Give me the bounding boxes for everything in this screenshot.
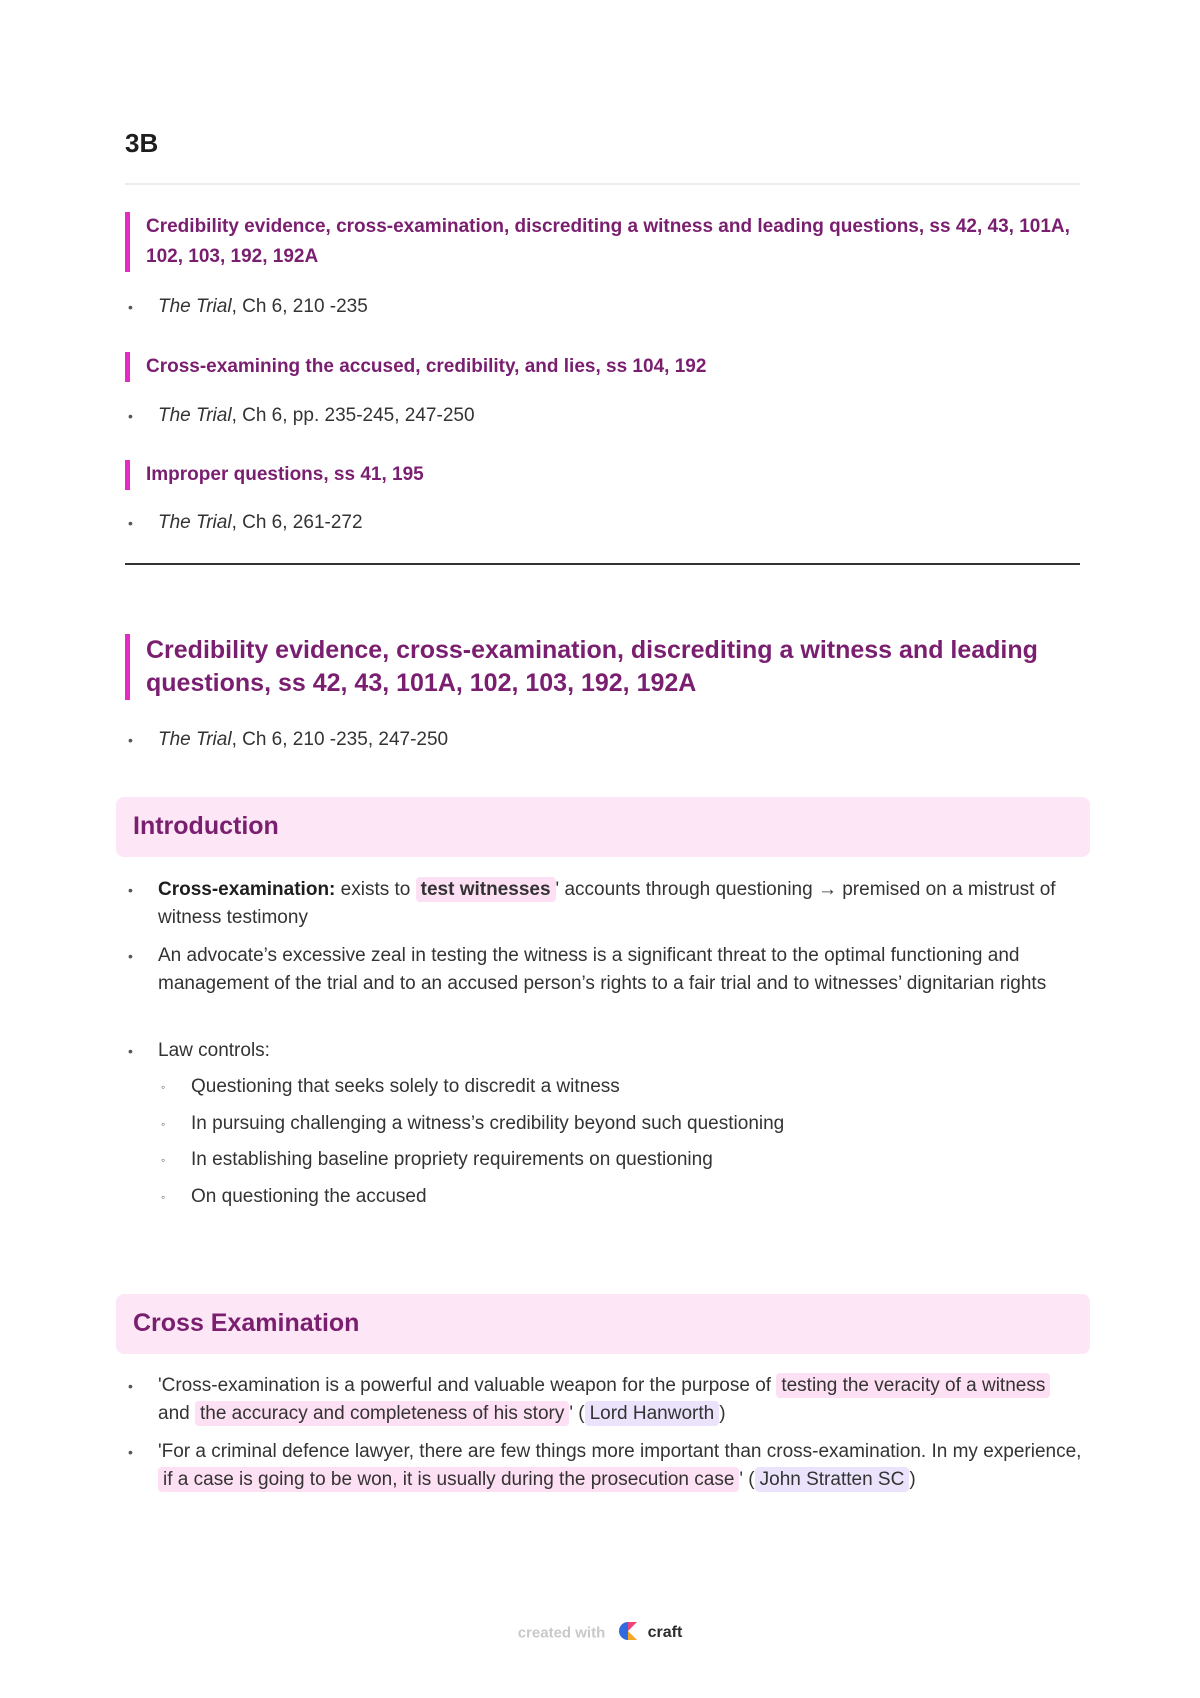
footer-label: created with xyxy=(517,1624,606,1642)
reference-pages: , Ch 6, 210 -235 xyxy=(231,296,368,317)
toc-reference-1 xyxy=(125,293,1085,321)
sub-bullet-2 xyxy=(125,1110,1085,1138)
main-heading: Credibility evidence, cross-examination, discrediting a witness and leading questions, ss 42, 43, 101A, 102, 103, 192, 192A xyxy=(125,634,1096,700)
bullet-icon: • xyxy=(128,948,133,964)
bullet-text: In establishing baseline propriety requirements on questioning xyxy=(191,1149,713,1170)
bullet-icon: • xyxy=(128,408,133,424)
sub-bullet-3 xyxy=(125,1146,1085,1174)
craft-logo-icon xyxy=(617,1620,639,1646)
toc-heading-2[interactable]: Cross-examining the accused, credibility, and lies, ss 104, 192 xyxy=(125,352,1096,382)
intro-bullet-2 xyxy=(125,942,1085,998)
text-run: 'For a criminal defence lawyer, there are few things more important than cross-examination. In my experience, xyxy=(158,1441,1082,1462)
highlight: test witnesses xyxy=(416,877,556,902)
page-title: 3B xyxy=(125,128,159,158)
main-reference xyxy=(125,726,1085,754)
circle-bullet-icon: ◦ xyxy=(161,1117,166,1131)
bullet-icon: • xyxy=(128,1043,133,1059)
text-run: ' ( xyxy=(569,1403,585,1424)
section-divider xyxy=(125,563,1080,565)
bullet-text: Law controls: xyxy=(158,1040,270,1061)
text-run: ' accounts through questioning → premised on a mistrust of witness testimony xyxy=(158,879,1056,928)
author-mention[interactable]: John Stratten SC xyxy=(755,1467,910,1492)
quote-bullet-1 xyxy=(125,1372,1085,1428)
footer[interactable] xyxy=(0,1620,1200,1646)
circle-bullet-icon: ◦ xyxy=(161,1153,166,1167)
sub-bullet-4 xyxy=(125,1183,1085,1211)
toc-heading-3[interactable]: Improper questions, ss 41, 195 xyxy=(125,460,1096,490)
text-run: 'Cross-examination is a powerful and valuable weapon for the purpose of xyxy=(158,1375,777,1396)
footer-brand: craft xyxy=(647,1624,683,1641)
bullet-icon: • xyxy=(128,515,133,531)
section-title: Cross Examination xyxy=(133,1309,360,1337)
text-run: ) xyxy=(719,1403,726,1424)
sub-bullet-1 xyxy=(125,1073,1085,1101)
bullet-text: On questioning the accused xyxy=(191,1186,427,1207)
toc-heading-1[interactable]: Credibility evidence, cross-examination, discrediting a witness and leading questions, ss 42, 43, 101A, 102, 103, 192, 192A xyxy=(125,212,1096,272)
introduction-section-header xyxy=(116,797,1090,857)
bullet-icon: • xyxy=(128,1444,133,1460)
term-label: Cross-examination: xyxy=(158,879,336,900)
circle-bullet-icon: ◦ xyxy=(161,1080,166,1094)
reference-pages: , Ch 6, pp. 235-245, 247-250 xyxy=(231,405,475,426)
circle-bullet-icon: ◦ xyxy=(161,1190,166,1204)
text-run: exists to xyxy=(335,879,416,900)
bullet-text: Questioning that seeks solely to discredit a witness xyxy=(191,1076,620,1097)
bullet-icon: • xyxy=(128,1378,133,1394)
highlight: the accuracy and completeness of his story xyxy=(195,1401,569,1426)
intro-bullet-1 xyxy=(125,876,1085,932)
bullet-text: In pursuing challenging a witness’s credibility beyond such questioning xyxy=(191,1113,785,1134)
reference-title: The Trial xyxy=(158,512,232,533)
bullet-text: An advocate’s excessive zeal in testing the witness is a significant threat to the optimal functioning and management of the trial and to an accused person’s rights to a fair trial and to witnesses’ dignitarian rights xyxy=(158,945,1047,994)
bullet-icon: • xyxy=(128,299,133,315)
title-divider xyxy=(125,183,1080,185)
text-run: ) xyxy=(909,1469,916,1490)
cross-examination-section-header xyxy=(116,1294,1090,1354)
section-title: Introduction xyxy=(133,812,279,840)
reference-title: The Trial xyxy=(158,405,232,426)
highlight: testing the veracity of a witness xyxy=(776,1373,1050,1398)
toc-reference-3 xyxy=(125,509,1085,537)
reference-title: The Trial xyxy=(158,729,232,750)
reference-pages: , Ch 6, 210 -235, 247-250 xyxy=(231,729,449,750)
text-run: and xyxy=(158,1403,195,1424)
toc-reference-2 xyxy=(125,402,1085,430)
quote-bullet-2 xyxy=(125,1438,1085,1494)
intro-bullet-3 xyxy=(125,1037,1085,1065)
bullet-icon: • xyxy=(128,732,133,748)
text-run: ' ( xyxy=(739,1469,755,1490)
author-mention[interactable]: Lord Hanworth xyxy=(585,1401,720,1426)
bullet-icon: • xyxy=(128,882,133,898)
highlight: if a case is going to be won, it is usually during the prosecution case xyxy=(158,1467,739,1492)
reference-pages: , Ch 6, 261-272 xyxy=(231,512,363,533)
reference-title: The Trial xyxy=(158,296,232,317)
